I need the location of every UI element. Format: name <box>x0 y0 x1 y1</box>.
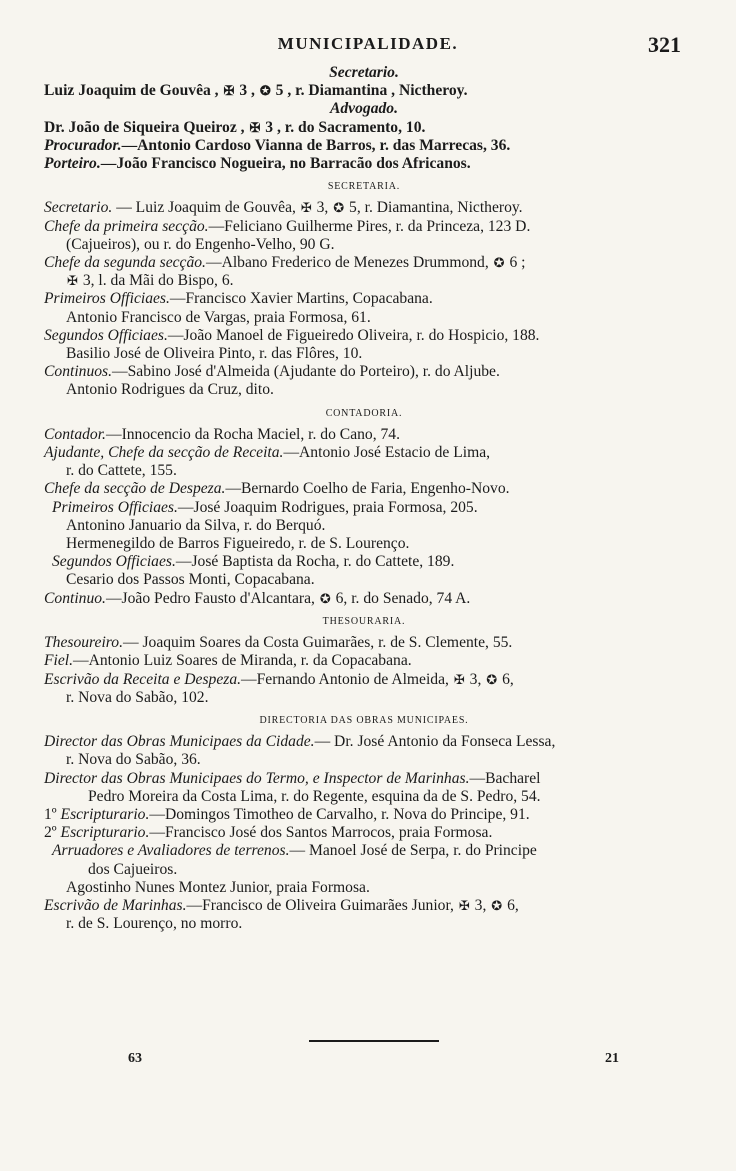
entry-primeiros-officiaes: Primeiros Officiaes.—Francisco Xavier Martins, Copacabana. <box>44 290 433 308</box>
entry-secretaria-secretario: Secretario. — Luiz Joaquim de Gouvêa, ✠ 3, ✪ 5, r. Diamantina, Nictheroy. <box>44 199 523 217</box>
cross-icon: ✠ <box>458 897 470 913</box>
entry-primeiros-officiaes-contadoria: Primeiros Officiaes.—José Joaquim Rodrigues, praia Formosa, 205. <box>52 498 478 516</box>
cross-icon: ✠ <box>223 83 235 99</box>
running-header <box>0 32 736 60</box>
medal-icon: ✪ <box>333 200 345 216</box>
footer-rule <box>309 1040 439 1042</box>
entry-ajudante: Ajudante, Chefe da secção de Receita.—Antonio José Estacio de Lima, <box>44 444 491 462</box>
section-heading-secretaria: SECRETARIA. <box>327 181 401 193</box>
entry-secretario: Luiz Joaquim de Gouvêa , ✠ 3 , ✪ 5 , r. Diamantina , Nictheroy. <box>44 82 468 100</box>
entry-segundos-officiaes: Segundos Officiaes.—João Manoel de Figueiredo Oliveira, r. do Hospicio, 188. <box>44 326 540 344</box>
entry-advogado: Dr. João de Siqueira Queiroz , ✠ 3 , r. do Sacramento, 10. <box>44 118 426 136</box>
entry-director-cidade: Director das Obras Municipaes da Cidade.— Dr. José Antonio da Fonseca Lessa, <box>44 733 556 751</box>
entry-escrivao-marinhas: Escrivão de Marinhas.—Francisco de Oliveira Guimarães Junior, ✠ 3, ✪ 6, <box>44 896 519 914</box>
entry-continuos: Continuos.—Sabino José d'Almeida (Ajudante do Porteiro), r. do Aljube. <box>44 363 500 381</box>
entry-escrivao-receita-cont: r. Nova do Sabão, 102. <box>66 688 209 706</box>
folio-number: 21 <box>605 1051 619 1066</box>
medal-icon: ✪ <box>319 590 331 606</box>
entry-ajudante-cont: r. do Cattete, 155. <box>66 462 177 480</box>
cross-icon: ✠ <box>453 671 465 687</box>
entry-primeiros-officiaes-contadoria-2: Antonino Januario da Silva, r. do Berquó. <box>66 516 326 534</box>
section-heading-contadoria: CONTADORIA. <box>325 407 403 419</box>
entry-fiel: Fiel.—Antonio Luiz Soares de Miranda, r. da Copacabana. <box>44 652 412 670</box>
entry-escrivao-receita: Escrivão da Receita e Despeza.—Fernando Antonio de Almeida, ✠ 3, ✪ 6, <box>44 670 514 688</box>
entry-escripturario-1: 1º Escripturario.—Domingos Timotheo de Carvalho, r. Nova do Principe, 91. <box>44 805 530 823</box>
directory-text <box>44 64 684 933</box>
entry-contador: Contador.—Innocencio da Rocha Maciel, r. do Cano, 74. <box>44 425 401 443</box>
entry-escrivao-marinhas-cont: r. de S. Lourenço, no morro. <box>66 915 243 933</box>
entry-chefe-segunda-cont: ✠ 3, l. da Mãi do Bispo, 6. <box>67 272 234 290</box>
entry-arruadores-cont: dos Cajueiros. <box>88 860 178 878</box>
entry-director-termo: Director das Obras Municipaes do Termo, e Inspector de Marinhas.—Bacharel <box>44 769 541 787</box>
entry-continuos-2: Antonio Rodrigues da Cruz, dito. <box>66 381 274 399</box>
entry-escripturario-2: 2º Escripturario.—Francisco José dos Santos Marrocos, praia Formosa. <box>44 824 493 842</box>
medal-icon: ✪ <box>493 255 505 271</box>
entry-chefe-segunda: Chefe da segunda secção.—Albano Frederico de Menezes Drummond, ✪ 6 ; <box>44 254 526 272</box>
entry-arruadores-2: Agostinho Nunes Montez Junior, praia Formosa. <box>66 878 370 896</box>
cross-icon: ✠ <box>300 200 312 216</box>
section-heading-directoria: DIRECTORIA DAS OBRAS MUNICIPAES. <box>259 714 469 726</box>
entry-segundos-officiaes-contadoria: Segundos Officiaes.—José Baptista da Rocha, r. do Cattete, 189. <box>52 553 455 571</box>
heading-secretario: Secretario. <box>329 64 399 81</box>
entry-porteiro: Porteiro.—João Francisco Nogueira, no Barracão dos Africanos. <box>44 155 471 173</box>
entry-chefe-despeza: Chefe da secção de Despeza.—Bernardo Coelho de Faria, Engenho-Novo. <box>44 480 510 498</box>
entry-segundos-officiaes-2: Basilio José de Oliveira Pinto, r. das Flôres, 10. <box>66 345 363 363</box>
heading-advogado: Advogado. <box>329 100 398 118</box>
cross-icon: ✠ <box>249 119 261 135</box>
entry-thesoureiro: Thesoureiro.— Joaquim Soares da Costa Guimarães, r. de S. Clemente, 55. <box>44 634 513 652</box>
medal-icon: ✪ <box>259 83 271 99</box>
entry-director-termo-cont: Pedro Moreira da Costa Lima, r. do Regente, esquina da de S. Pedro, 54. <box>88 787 541 805</box>
section-heading-thesouraria: THESOURARIA. <box>322 615 406 627</box>
entry-arruadores: Arruadores e Avaliadores de terrenos.— Manoel José de Serpa, r. do Principe <box>52 842 537 860</box>
entry-primeiros-officiaes-contadoria-3: Hermenegildo de Barros Figueiredo, r. de S. Lourenço. <box>66 535 410 553</box>
cross-icon: ✠ <box>67 273 78 289</box>
entry-primeiros-officiaes-2: Antonio Francisco de Vargas, praia Formosa, 61. <box>66 308 371 326</box>
entry-segundos-officiaes-contadoria-2: Cesario dos Passos Monti, Copacabana. <box>66 571 315 589</box>
page-number: 321 <box>648 32 681 57</box>
medal-icon: ✪ <box>486 671 498 687</box>
signature-mark: 63 <box>128 1051 142 1066</box>
medal-icon: ✪ <box>491 897 503 913</box>
entry-director-cidade-cont: r. Nova do Sabão, 36. <box>66 751 201 769</box>
entry-procurador: Procurador.—Antonio Cardoso Vianna de Barros, r. das Marrecas, 36. <box>44 136 511 154</box>
entry-chefe-primeira-cont: (Cajueiros), ou r. do Engenho-Velho, 90 G. <box>66 235 335 253</box>
entry-continuo-contadoria: Continuo.—João Pedro Fausto d'Alcantara, ✪ 6, r. do Senado, 74 A. <box>44 589 471 607</box>
entry-chefe-primeira: Chefe da primeira secção.—Feliciano Guilherme Pires, r. da Princeza, 123 D. <box>44 217 531 235</box>
header-title: MUNICIPALIDADE. <box>277 34 459 53</box>
